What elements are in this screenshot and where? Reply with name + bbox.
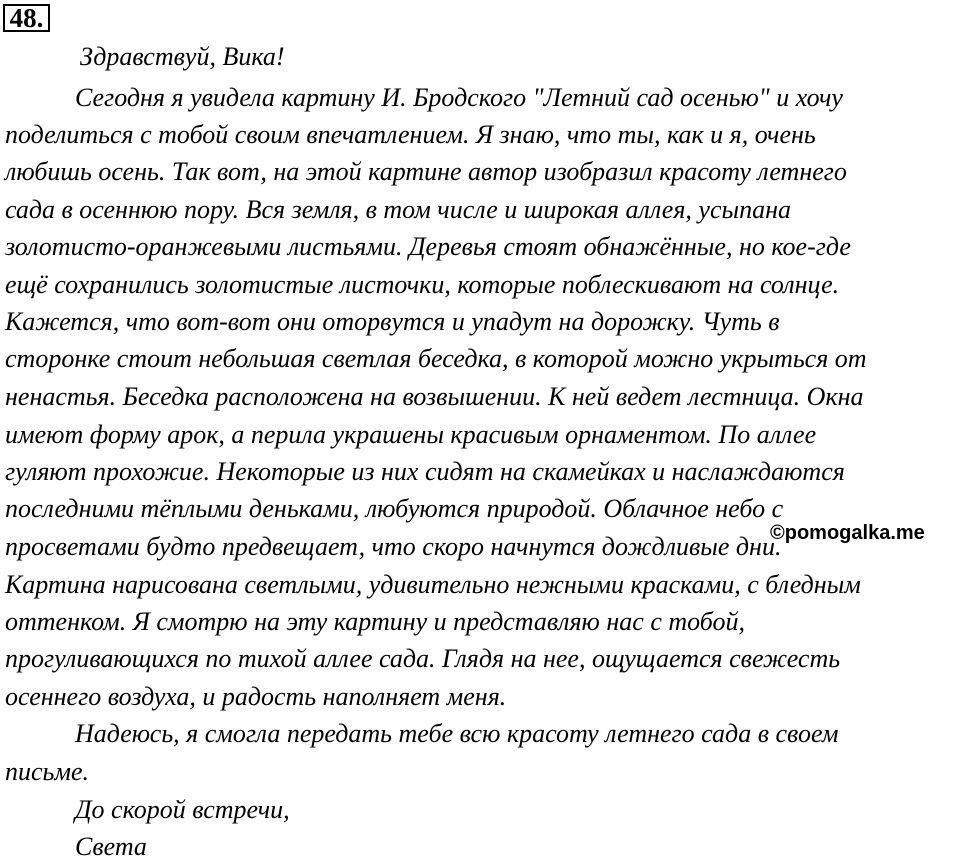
letter-closing: До скорой встречи, (75, 795, 290, 824)
watermark: ©pomogalka.me (770, 522, 925, 544)
letter-line: ненастья. Беседка расположена на возвышении. К ней ведет лестница. Окна (5, 382, 864, 411)
letter-line: Надеюсь, я смогла передать тебе всю красоту летнего сада в своем (75, 719, 839, 748)
letter-line: имеют форму арок, а перила украшены красивым орнаментом. По аллее (5, 420, 817, 449)
letter-line: просветами будто предвещает, что скоро начнутся дождливые дни. (5, 532, 782, 561)
letter-line: ещё сохранились золотистые листочки, которые поблескивают на солнце. (5, 270, 840, 299)
letter-line: Кажется, что вот-вот они оторвутся и упадут на дорожку. Чуть в (5, 307, 780, 336)
letter-line: письме. (5, 757, 90, 786)
letter-line: любишь осень. Так вот, на этой картине автор изобразил красоту летнего (5, 157, 847, 186)
letter-line: сада в осеннюю пору. Вся земля, в том числе и широкая аллея, усыпана (5, 195, 792, 224)
letter-line: оттенком. Я смотрю на эту картину и представляю нас с тобой, (5, 607, 746, 636)
letter-line: осеннего воздуха, и радость наполняет меня. (5, 682, 507, 711)
letter-line: Сегодня я увидела картину И. Бродского "Летний сад осенью" и хочу (75, 83, 843, 112)
letter-line: Картина нарисована светлыми, удивительно нежными красками, с бледным (5, 570, 861, 599)
exercise-number: 48. (3, 4, 50, 32)
letter-line: гуляют прохожие. Некоторые из них сидят на скамейках и наслаждаются (5, 457, 845, 486)
letter-line: золотисто-оранжевыми листьями. Деревья стоят обнажённые, но кое-где (5, 232, 851, 261)
letter-line: поделиться с тобой своим впечатлением. Я знаю, что ты, как и я, очень (5, 120, 816, 149)
letter-signature: Света (75, 832, 147, 861)
letter-line: последними тёплыми деньками, любуются природой. Облачное небо с (5, 494, 784, 523)
letter-greeting: Здравствуй, Вика! (80, 42, 285, 71)
letter-line: прогуливающихся по тихой аллее сада. Глядя на нее, ощущается свежесть (5, 644, 841, 673)
letter-line: сторонке стоит небольшая светлая беседка, в которой можно укрыться от (5, 344, 867, 373)
